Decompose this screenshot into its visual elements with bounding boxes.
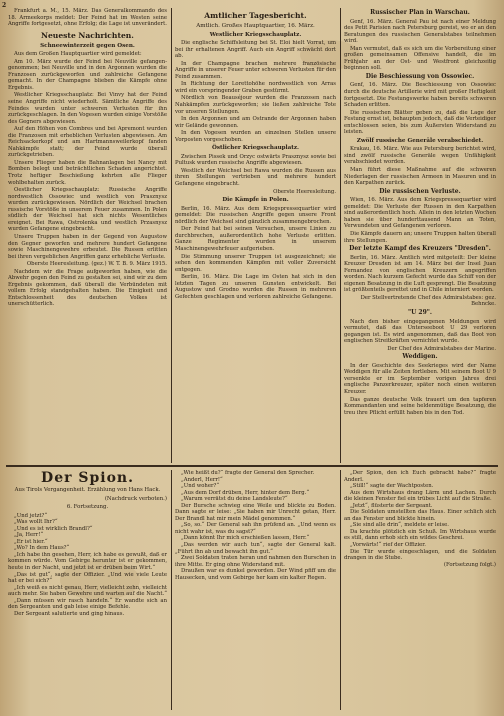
paragraph: Zwei Soldaten traten heran und nahmen den Burschen in ihre Mitte. Er ging ohne Widerstand mit. — [175, 555, 336, 568]
reprint-note: (Nachdruck verboten.) — [104, 495, 167, 502]
paragraph: „Er ist hier.“ — [14, 538, 48, 545]
page-number: 2 — [2, 2, 7, 9]
feuilleton-column-3 — [344, 470, 496, 710]
paragraph: „Was wollt Ihr?“ — [14, 519, 58, 526]
paragraph: „Und es ist wirklich Brandl?“ — [14, 525, 93, 532]
paragraph: „Aus dem Dorf drüben, Herr, hinter dem Berg.“ — [181, 489, 310, 496]
feuilleton-column-1 — [8, 470, 167, 710]
paragraph: Man führt diese Maßnahme auf die schweren Niederlagen der russischen Armeen in Masuren und in den Karpathen zurück. — [344, 167, 496, 187]
paragraph: „Das werden wir auch tun“, sagte der General kalt. „Führt ihn ab und bewacht ihn gut.“ — [175, 542, 336, 555]
section-heading: Amtlicher Tagesbericht. — [204, 11, 307, 20]
paragraph: Aus dem Wirtshaus drang Lärm und Lachen. Durch die kleinen Fenster fiel ein trübes Licht auf die Straße. — [344, 489, 496, 503]
paragraph: „Still!“ sagte der Wachtposten. — [350, 483, 434, 490]
paragraph: „Der Spion, den ich Euch gebracht habe?“ fragte Anderl. — [344, 470, 496, 483]
installment-label: 6. Fortsetzung. — [66, 504, 109, 511]
paragraph: Zwischen Pissek und Orzyc ostwärts Prasznysz sowie bei Pultusk wurden russische Angriffe abgewiesen. — [175, 153, 336, 167]
paragraph: „Ja, Herr!“ — [14, 532, 44, 539]
column-rule — [340, 470, 341, 710]
paragraph: Berlin, 16. März. Aus dem Kriegspressequartier wird gemeldet: Die russischen Angriffe gegen unsere Front nördlich der Weichsel sind gänzlich zusammengebrochen. — [175, 205, 336, 225]
paragraph: „Ich weiß es nicht genau, Herr, vielleicht zehn, vielleicht auch mehr. Sie haben Gewehre und warten auf die Nacht.“ — [8, 584, 167, 598]
paragraph: Da krachte plötzlich ein Schuß. Im Wirtshaus wurde es still, dann erhob sich ein wildes Geschrei. — [344, 528, 496, 542]
intro-paragraph: Frankfurt a. M., 15. März. Das Generalkommando des 18. Armeekorps meldet: Der Feind hat im Westen seine Angriffe fortgesetzt, ohne Erfolg; die Lage ist unverändert. — [8, 8, 167, 28]
section-subheading: Westlicher Kriegsschauplatz. — [209, 31, 302, 38]
column-rule — [171, 470, 172, 710]
signature: Oberste Heeresleitung. — [273, 188, 336, 195]
paragraph: Die Soldaten umstellten das Haus. Einer schlich sich an das Fenster und blickte hinein. — [344, 509, 496, 522]
paragraph: „Ich habe ihn gesehen, Herr, ich habe es gewußt, daß er kommen würde. Vom Gebirge herunter ist er gekommen, heute in der Nacht, und jetzt ist er drüben beim Wirt.“ — [8, 551, 167, 572]
paragraph: Die englische Schiffsleitung bei St. Eloi hielt Vorrat, um bei ihr erhaltenen Angriff. Auch ein Angriff schwächt dort ab. — [175, 40, 336, 60]
section-subheading: Schneewinterzeit gegen Osen. — [40, 42, 135, 49]
paragraph: „Wie heißt du?“ fragte der General den Sprecher. — [181, 470, 315, 476]
feuilleton-column-2 — [175, 470, 336, 710]
paragraph: Aus dem Großen Hauptquartier wird gemeldet: — [14, 51, 142, 58]
paragraph: Krakau, 16. März. Wie aus Petersburg berichtet wird, sind zwölf russische Generäle wegen Unfähigkeit verabschiedet worden. — [344, 146, 496, 166]
paragraph: Auf den Höhen von Combres und bei Apremont wurden die Franzosen mit erheblichen Verlusten abgewiesen. Am Reichsackerkopf und am Hartmannsweilerkopf fanden Nahkämpfe statt; der Feind wurde überall zurückgetrieben. — [8, 126, 167, 159]
paragraph: Die Stimmung unserer Truppen ist ausgezeichnet; sie sehen den kommenden Kämpfen mit voller Zuversicht entgegen. — [175, 253, 336, 273]
column-rule — [171, 8, 172, 463]
paragraph: Unsere Flieger haben die Bahnanlagen bei Nancy mit Bomben belegt und beträchtlichen Schaden angerichtet. Trotz heftiger Beschießung kehrten alle Flieger wohlbehalten zurück. — [8, 159, 167, 186]
column-2 — [175, 8, 336, 463]
paragraph: Der Sergeant salutierte und ging hinaus. — [14, 610, 125, 617]
section-heading: "U 29". — [407, 308, 432, 316]
section-heading: Die russischen Verluste. — [379, 187, 461, 195]
paragraph: Die Kämpfe dauern an; unsere Truppen halten überall ihre Stellungen. — [344, 230, 496, 244]
paragraph: In den Argonnen und am Ostrande der Argonnen haben wir Gelände gewonnen. — [175, 116, 336, 129]
paragraph: In der Geschichte des Seekrieges wird der Name Weddigen für alle Zeiten fortleben. Mit seinem Boot U 9 versenkte er im September vorigen Jahres drei englische Panzerkreuzer, später noch einen weiteren Kreuzer. — [344, 362, 496, 395]
section-subheading: Zwölf russische Generäle verabschiedet. — [356, 137, 484, 144]
paragraph: Der Bursche schwieg eine Weile und blickte zu Boden. Dann sagte er leise: „Sie haben mir Unrecht getan, Herr. Der Brandl hat mir mein Mädel genommen.“ — [175, 502, 336, 522]
paragraph: Berlin, 16. März. Die Lage im Osten hat sich in den letzten Tagen zu unseren Gunsten entwickelt. Bei Augustow und Grodno wurden die Russen in mehreren Gefechten geschlagen und verloren zahlreiche Gefangene. — [175, 274, 336, 300]
paragraph: Das ganze deutsche Volk trauert um den tapferen Kommandanten und seine heldenmütige Besatzung, die treu ihre Pflicht erfüllt haben bis in den Tod. — [344, 396, 496, 416]
paragraph: „Dann könnt Ihr mich erschießen lassen, Herr.“ — [181, 535, 310, 542]
paragraph: „Und jetzt?“ — [14, 512, 48, 519]
paragraph: Draußen war es dunkel geworden. Der Wind pfiff um die Hausecken, und vom Gebirge her kam ein kalter Regen. — [175, 568, 336, 581]
feuilleton-subtitle: Aus Tirols Vergangenheit. Erzählung von Hans Hack. — [14, 487, 161, 493]
paragraph: Nördlich von Beauséjour wurden die Franzosen nach Nahkämpfen zurückgeworfen; sie ließen zahlreiche Tote vor unseren Stellungen. — [175, 95, 336, 115]
paragraph: Genf, 16. März. General Pau ist nach einer Meldung des Petit Parisien nach Petersburg gereist, wo er an den Beratungen des russischen Generalstabes teilnehmen wird. — [344, 18, 496, 45]
paragraph: „Warum verrätst du deine Landsleute?“ — [181, 496, 288, 503]
column-1 — [8, 8, 167, 463]
paragraph: „Und woher?“ — [181, 483, 220, 490]
signature: Der Stellvertretende Chef des Admiralstabes: gez. Behncke. — [360, 294, 496, 308]
paragraph: „Jetzt“, flüsterte der Sergeant. — [350, 502, 433, 509]
paragraph: Wien, 16. März. Aus dem Kriegspressequartier wird gemeldet: Die Verluste der Russen in den Karpathen sind außerordentlich hoch. Allein in den letzten Wochen haben sie über hunderttausend Mann an Toten, Verwundeten und Gefangenen verloren. — [344, 197, 496, 230]
section-heading: Der letzte Kampf des Kreuzers "Dresden". — [349, 245, 491, 253]
column-rule — [340, 8, 341, 463]
paragraph: Oestlicher Kriegsschauplatz: Russische Angriffe nordwestlich Ossowiec und westlich von Prasznysz wurden zurückgewiesen. Nördlich der Weichsel brachen russische Vorstöße in unserem Feuer zusammen. In Polen südlich der Weichsel hat sich nichts Wesentliches ereignet. Bei Rawa, Ostrolenka und westlich Przasnysz wurden Gefangene eingebracht. — [8, 187, 167, 233]
paragraph: Die russischen Blätter geben zu, daß die Lage der Festung ernst ist, behaupten jedoch, daß die Verteidiger entschlossen seien, bis zum Äußersten Widerstand zu leisten. — [344, 109, 496, 136]
paragraph: Am 10. März wurde der Feind bei Neuville gefangen-genommen; bei Neuville und in den Argonnen wurden die Franzosen zurückgeworfen und zahlreiche Gefangene gemacht. In der Champagne blieben die Kämpfe ohne Ergebnis. — [8, 58, 167, 91]
paragraph: „Sie sind alle drin“, meldete er leise. — [350, 522, 449, 529]
paragraph: Nach den bisher eingegangenen Meldungen wird vermutet, daß das Unterseeboot U 29 verloren gegangen ist. Es wird angenommen, daß das Boot von englischen Streitkräften vernichtet wurde. — [344, 318, 496, 345]
feuilleton-title: Der Spion. — [41, 470, 134, 486]
feuilleton-divider — [6, 465, 498, 467]
paragraph: Genf, 16. März. Die Beschiessung von Ossowiec durch die deutsche Artillerie wird mit großer Heftigkeit fortgesetzt. Die Festungswerke haben bereits schweren Schaden erlitten. — [344, 82, 496, 109]
paragraph: Unsere Truppen haben in der Gegend von Augustow den Gegner geworfen und mehrere hundert Gefangene sowie Maschinengewehre erbeutet. Die Russen erlitten bei ihren vergeblichen Angriffen ganz erhebliche Verluste. — [8, 233, 167, 260]
signature: Oberste Heeresleitung. (gez.) W. T. B. 9. März 1915. — [26, 261, 167, 268]
paragraph: „Vorwärts!“ rief der Offizier. — [350, 542, 426, 549]
continuation-note: (Fortsetzung folgt.) — [443, 561, 496, 568]
paragraph: „Dann müssen wir rasch handeln.“ Er wandte sich an den Sergeanten und gab leise einige Befehle. — [8, 597, 167, 611]
section-heading: Neueste Nachrichten. — [41, 30, 134, 40]
paragraph: „So, so.“ Der General sah ihn prüfend an. „Und wenn es nicht wahr ist, was du sagst?“ — [175, 522, 336, 535]
paragraph: Westlich der Weichsel bei Rawa wurden die Russen aus ihren Stellungen vertrieben und mehrere hundert Gefangene eingebracht. — [175, 167, 336, 188]
paragraph: „Anderl, Herr!“ — [181, 476, 223, 483]
paragraph: In der Champagne brachen mehrere französische Angriffe in unserer Feuer unter schweren Verlusten für den Feind zusammen. — [175, 60, 336, 80]
paragraph: In den Vogesen wurden an einzelnen Stellen unsere Vorposten vorgeschoben. — [175, 130, 336, 143]
paragraph: Man vermutet, daß es sich um die Vorbereitung einer großen gemeinsamen Offensive handelt, die im Frühjahr an der Ost- und Westfront gleichzeitig beginnen soll. — [344, 45, 496, 72]
paragraph: „Das ist gut“, sagte der Offizier. „Und wie viele Leute hat er bei sich?“ — [8, 571, 167, 585]
column-3 — [344, 8, 496, 463]
paragraph: Der Feind hat bei seinen Versuchen, unsere Linien zu durchbrechen, außerordentlich hohe Verluste erlitten. Ganze Regimenter wurden in unserem Maschinengewehrfeuer aufgerieben. — [175, 226, 336, 252]
paragraph: „Wo? In dem Haus?“ — [14, 545, 70, 552]
paragraph: Die Tür wurde eingeschlagen, und die Soldaten drangen in die Stube. — [344, 548, 496, 562]
section-heading: Russischer Plan in Warschau. — [370, 9, 470, 16]
paragraph: Nachdem wir die Frage aufgeworfen haben, wie die Abwehr gegen den Feind zu gestalten sei, sind wir zu dem Ergebnis gekommen, daß überall die Verbündeten mit vollem Erfolg standgehalten haben. Die Einigkeit und Entschlossenheit des deutschen Volkes ist unerschütterlich. — [8, 268, 167, 308]
section-subheading: Die Kämpfe in Polen. — [222, 197, 289, 204]
paragraph: In Richtung der Lorettohöhe nordwestlich von Arras wird ein vorspringender Graben gestürmt. — [175, 81, 336, 94]
paragraph: Westlicher Kriegsschauplatz: Bei Vinvy hat der Feind seine Angriffe nicht wiederholt. Sämtliche Angriffe des Feindes wurden unter schweren Verlusten für ihn zurückgeschlagen. In den Vogesen wurden einige Vorstöße des Gegners abgewiesen. — [8, 92, 167, 125]
section-heading: Die Beschiessung von Ossowiec. — [365, 72, 475, 80]
signature: Der Chef des Admiralstabes der Marine. — [387, 345, 496, 352]
paragraph: Berlin, 16. März. Amtlich wird mitgeteilt: Der kleine Kreuzer Dresden ist am 14. März bei der Insel Juan Fernandez von englischen Kreuzern angegriffen worden. Nach kurzem Gefecht wurde das Schiff von der eigenen Besatzung in die Luft gesprengt. Die Besatzung ist größtenteils gerettet und in Chile interniert worden. — [344, 254, 496, 294]
section-heading: Weddigen. — [402, 353, 438, 361]
section-subheading: Östlicher Kriegsschauplatz. — [211, 145, 300, 152]
dateline: Amtlich. Großes Hauptquartier, 16. März. — [196, 23, 315, 29]
